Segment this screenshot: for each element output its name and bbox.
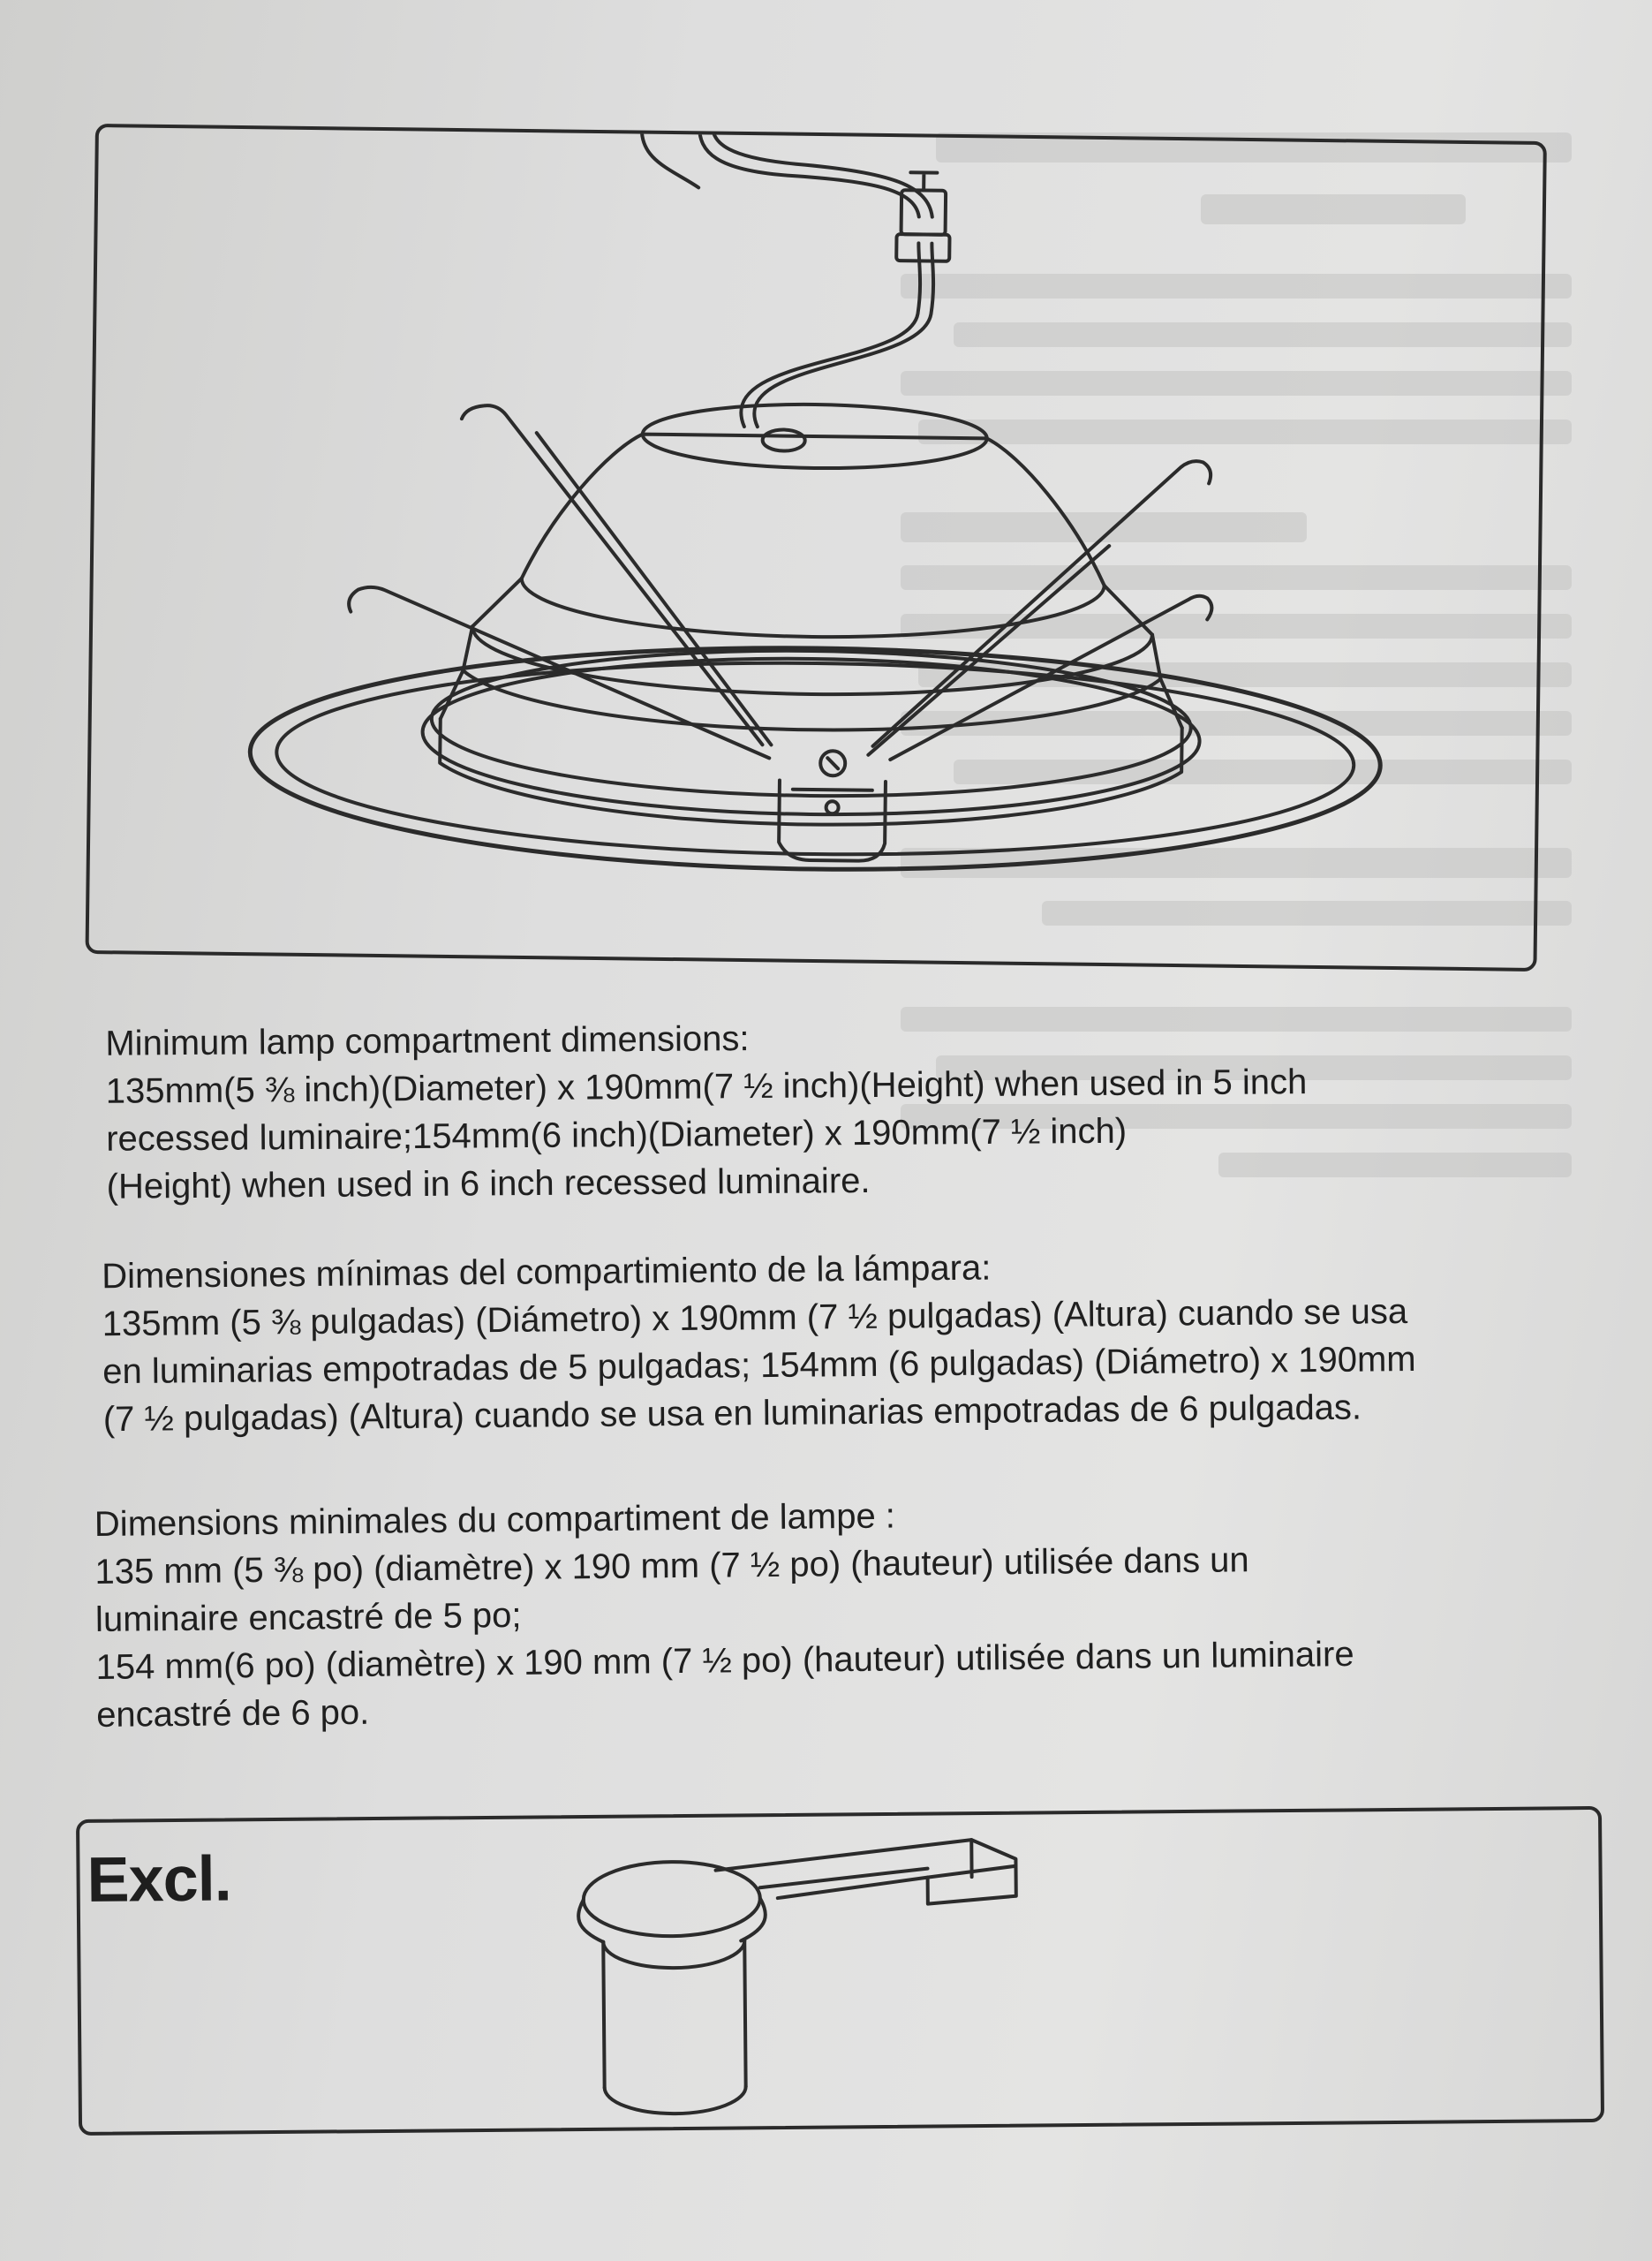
english-line: (Height) when used in 6 inch recessed luminaire.	[106, 1161, 871, 1206]
french-dimensions-section	[94, 1485, 1616, 1739]
english-heading: Minimum lamp compartment dimensions:	[105, 1019, 750, 1063]
french-line: luminaire encastré de 5 po;	[94, 1595, 522, 1640]
downlight-retrofit-illustration	[89, 127, 1543, 968]
french-line: encastré de 6 po.	[95, 1692, 370, 1735]
english-dimensions-section	[105, 1008, 1626, 1211]
exclusion-frame	[76, 1806, 1604, 2136]
spanish-line: en luminarias empotradas de 5 pulgadas; 154mm (6 pulgadas) (Diámetro) x 190mm	[102, 1339, 1416, 1392]
french-heading: Dimensions minimales du compartiment de lampe :	[94, 1496, 896, 1545]
spanish-dimensions-section	[102, 1238, 1622, 1444]
spanish-heading: Dimensiones mínimas del compartimiento de la lámpara:	[102, 1248, 992, 1297]
french-line: 154 mm(6 po) (diamètre) x 190 mm (7 ½ po) (hauteur) utilisée dans un luminaire	[95, 1635, 1354, 1688]
french-line: 135 mm (5 ⅜ po) (diamètre) x 190 mm (7 ½ po) (hauteur) utilisée dans un	[94, 1540, 1249, 1592]
spanish-line: (7 ½ pulgadas) (Altura) cuando se usa en luminarias empotradas de 6 pulgadas.	[102, 1388, 1362, 1440]
lamp-diagram-frame	[86, 124, 1547, 972]
english-line: recessed luminaire;154mm(6 inch)(Diameter) x 190mm(7 ½ inch)	[106, 1111, 1128, 1159]
exclusion-label: Excl.	[87, 1843, 232, 1916]
spanish-line: 135mm (5 ⅜ pulgadas) (Diámetro) x 190mm (7 ½ pulgadas) (Altura) cuando se usa	[102, 1292, 1408, 1344]
english-line: 135mm(5 ⅜ inch)(Diameter) x 190mm(7 ½ inch)(Height) when used in 5 inch	[105, 1062, 1308, 1111]
recessed-can-housing-illustration	[79, 1810, 1601, 2132]
